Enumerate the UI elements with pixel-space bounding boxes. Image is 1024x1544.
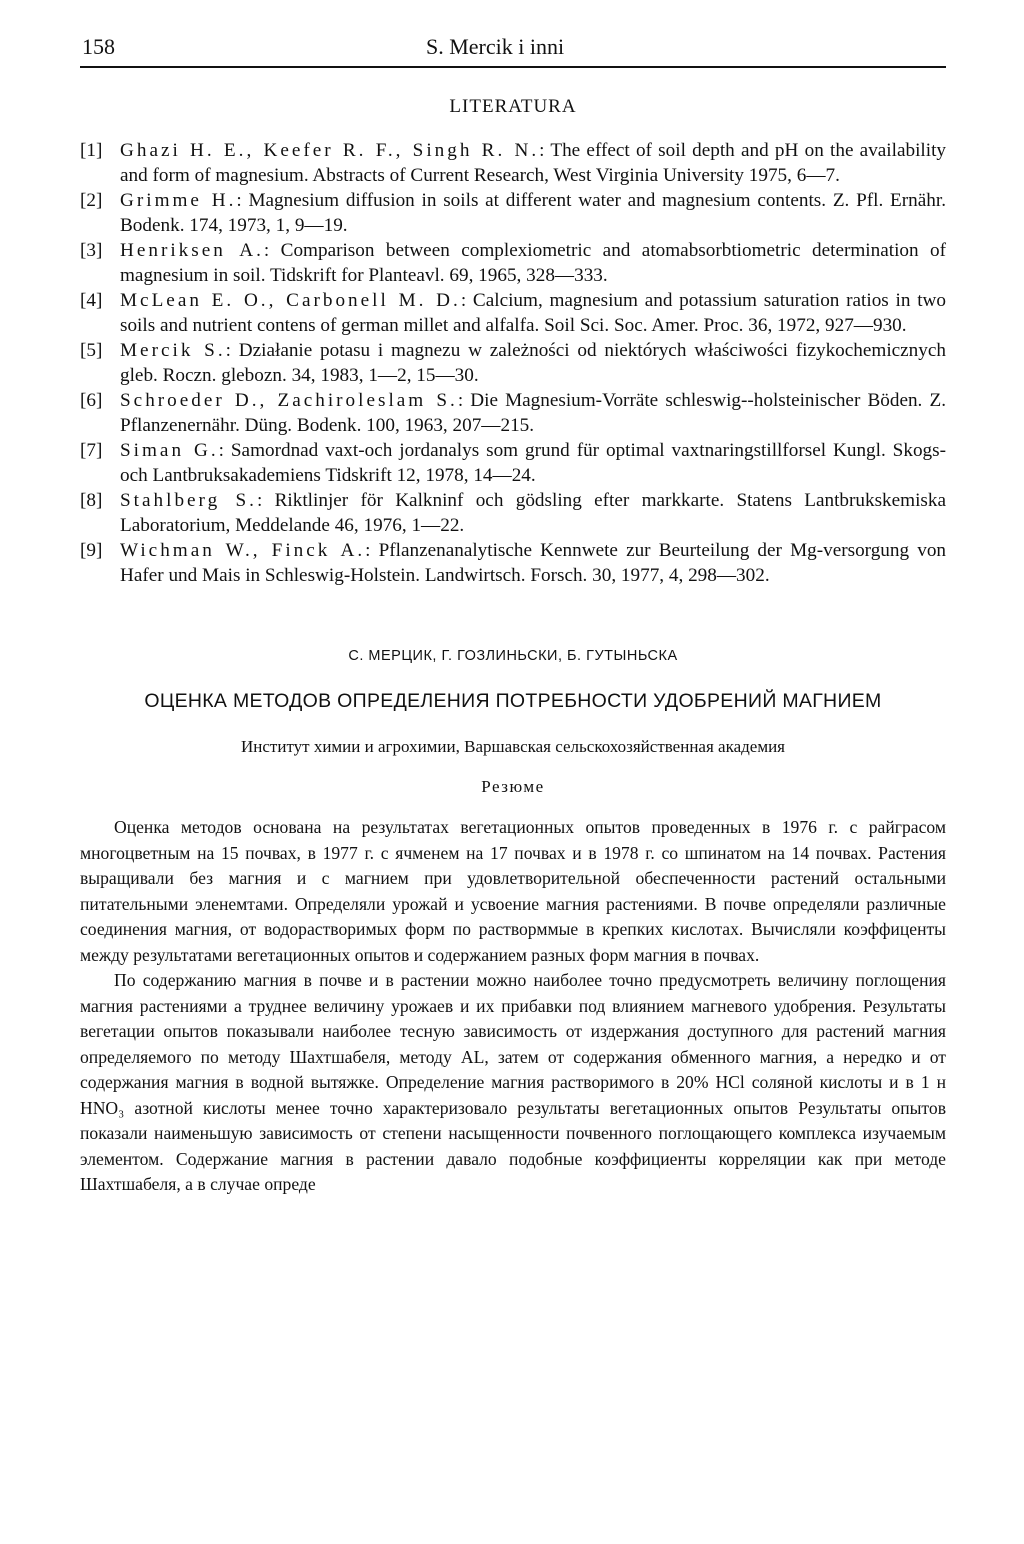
reference-text: : Działanie potasu i magnezu w zależności od niektórych właściwości fizykochemicznych gleb. Roczn. glebozn. 34, 1983, 1—2, 15—30.: [120, 340, 946, 386]
reference-authors: Stahlberg S.: [120, 490, 257, 511]
page-number: 158: [82, 34, 115, 59]
running-header: [80, 30, 946, 68]
reference-text: : Calcium, magnesium and potassium saturation ratios in two soils and nutrient contens of german millet and alfalfa. Soil Sci. Soc. Amer. Proc. 36, 1972, 927—930.: [120, 290, 946, 336]
reference-item: [80, 438, 946, 488]
reference-text: : Samordnad vaxt-och jordanalys som grund für optimal vaxtnaringstillforsel Kungl. Skogs-och Lantbruksakademiens Tidskrift 12, 1978, 14—24.: [120, 440, 946, 486]
russian-title: ОЦЕНКА МЕТОДОВ ОПРЕДЕЛЕНИЯ ПОТРЕБНОСТИ УДОБРЕНИЙ МАГНИЕМ: [144, 690, 882, 712]
summary-paragraph: Оценка методов основана на результатах вегетационных опытов проведенных в 1976 г. с райграсом многоцветным на 15 почвах, в 1977 г. с ячменем на 17 почвах и в 1978 г. со шпинатом на 14 почвах. Растения выращивали без магния и с магнием при удовлетворительной обеспеченности растений остальными питательными эленемтами. Определяли урожай и усвоение магния растениями. В почве определяли различные соединения магния, от водорастворимых форм по растворммые в крепких кислотах. Вычисляли коэффиценты между результатами вегетационных опытов и содержанием разных форм магния в почвах.: [80, 817, 946, 965]
reference-number: [8]: [80, 490, 103, 511]
reference-number: [6]: [80, 390, 103, 411]
reference-item: [80, 188, 946, 238]
reference-text: : Magnesium diffusion in soils at different water and magnesium contents. Z. Pfl. Ernähr. Bodenk. 174, 1973, 1, 9—19.: [120, 190, 946, 236]
reference-number: [5]: [80, 340, 103, 361]
russian-resume-heading: Резюме: [481, 777, 545, 796]
reference-authors: Ghazi H. E., Keefer R. F., Singh R. N.: [120, 140, 540, 161]
literature-heading: LITERATURA: [449, 96, 577, 117]
reference-authors: Mercik S.: [120, 340, 226, 361]
reference-text: : Pflanzenanalytische Kennwete zur Beurteilung der Mg-versorgung von Hafer und Mais in Schleswig-Holstein. Landwirtsch. Forsch. 30, 1977, 4, 298—302.: [120, 540, 947, 586]
summary-paragraph: По содержанию магния в почве и в растении можно наиболее точно предусмотреть величину поглощения магния растениями а труднее величину урожаев и их прибавки под влиянием магневого удобрения. Результаты вегетации опытов показывали наиболее тесную зависимость от издержания доступного для растений магния определяемого по методу Шахтшабеля, методу AL, затем от содержания обменного магния, а нередко и от содержания магния в водной вытяжке. Определение магния растворимого в 20% HCl соляной кислоты и в 1 н HNO₃ азотной кислоты менее точно характеризовало результаты вегетационных опытов Результаты опытов показали наименьшую зависимость от степени насыщенности почвенного поглощающего комплекса изучаемым элементом. Содержание магния в растении давало подобные коэффициенты корреляции как при методе Шахтшабеля, а в случае опреде: [80, 970, 946, 1194]
reference-item: [80, 138, 946, 188]
reference-number: [9]: [80, 540, 103, 561]
reference-authors: Grimme H.: [120, 190, 237, 211]
reference-authors: Schroeder D., Zachirolеslam S.: [120, 390, 458, 411]
reference-text: : Die Magnesium-Vorräte schleswig--holsteinischer Böden. Z. Pflanzenernähr. Düng. Bodenk. 100, 1963, 207—215.: [120, 390, 946, 436]
reference-number: [4]: [80, 290, 103, 311]
reference-authors: McLean E. O., Carbonell M. D.: [120, 290, 461, 311]
russian-institute: Институт химии и агрохимии, Варшавская сельскохозяйственная академия: [241, 737, 785, 756]
reference-item: [80, 538, 946, 588]
reference-number: [1]: [80, 140, 103, 161]
reference-authors: Wichman W., Finck A.: [120, 540, 366, 561]
reference-item: [80, 238, 946, 288]
reference-number: [3]: [80, 240, 103, 261]
running-title: S. Mercik i inni: [426, 34, 565, 59]
reference-authors: Henriksen A.: [120, 240, 264, 261]
document-page: [80, 30, 946, 1198]
reference-text: : Riktlinjer för Kalkninf och gödsling efter markkarte. Statens Lantbrukskemiska Laboratorium, Meddelande 46, 1976, 1—22.: [120, 490, 946, 536]
russian-authors: С. МЕРЦИК, Г. ГОЗЛИНЬСКИ, Б. ГУТЫНЬСКА: [348, 648, 678, 664]
reference-text: : Comparison between complexiometric and atomabsorbtiometric determination of magnesium in soil. Tidskrift for Planteavl. 69, 1965, 328—333.: [120, 240, 947, 286]
reference-item: [80, 388, 946, 438]
reference-list: [80, 138, 946, 588]
reference-authors: Siman G.: [120, 440, 219, 461]
reference-text: : The effect of soil depth and pH on the availability and form of magnesium. Abstracts of Current Research, West Virginia University 1975, 6—7.: [120, 140, 946, 186]
reference-item: [80, 488, 946, 538]
reference-item: [80, 288, 946, 338]
reference-item: [80, 338, 946, 388]
reference-number: [2]: [80, 190, 103, 211]
reference-number: [7]: [80, 440, 103, 461]
russian-summary: [80, 815, 946, 1198]
